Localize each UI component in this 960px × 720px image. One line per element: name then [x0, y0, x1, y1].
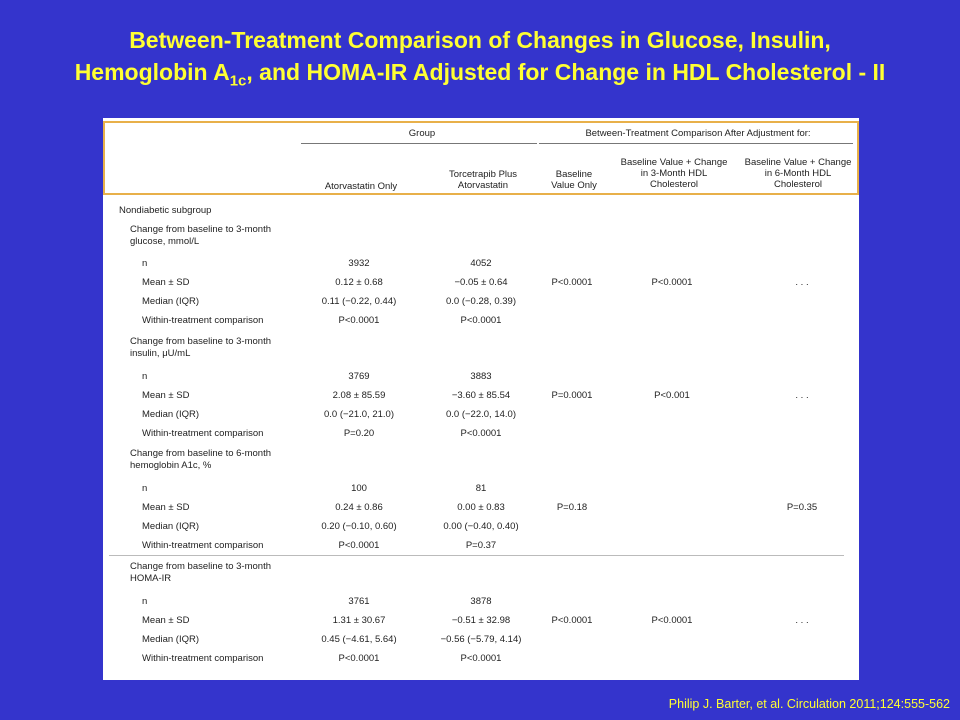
cell-atorvastatin: 3932 — [348, 258, 370, 269]
cell-p-3month: P<0.0001 — [651, 615, 693, 626]
cell-atorvastatin: P<0.0001 — [338, 315, 380, 326]
header-col-baseline — [539, 169, 609, 191]
header-col-3month-line3: Cholesterol — [649, 179, 699, 190]
header-between: Between-Treatment Comparison After Adjustment for: — [585, 128, 811, 139]
cell-atorvastatin: 3769 — [348, 371, 370, 382]
title-line-2-post: , and HOMA-IR Adjusted for Change in HDL Cholesterol - II — [246, 59, 886, 85]
cell-torcetrapib: P<0.0001 — [460, 428, 502, 439]
cell-torcetrapib: −0.56 (−5.79, 4.14) — [440, 634, 522, 645]
cell-torcetrapib: P<0.0001 — [460, 653, 502, 664]
results-table — [103, 118, 859, 680]
cell-torcetrapib: 3878 — [470, 596, 492, 607]
header-between-rule — [539, 143, 853, 144]
section-label-1: Change from baseline to 3-month — [130, 224, 271, 235]
header-col-3month — [619, 157, 729, 190]
cell-torcetrapib: 4052 — [470, 258, 492, 269]
section-label-2: insulin, μU/mL — [130, 348, 191, 359]
cell-p-3month: P<0.0001 — [651, 277, 693, 288]
cell-torcetrapib: 3883 — [470, 371, 492, 382]
section-label-1: Change from baseline to 6-month — [130, 448, 271, 459]
row-label-n: n — [142, 596, 148, 607]
cell-torcetrapib: P<0.0001 — [460, 315, 502, 326]
header-col-torcetrapib-line2: Atorvastatin — [457, 180, 509, 191]
table-header — [103, 121, 859, 195]
cell-torcetrapib: −0.51 ± 32.98 — [451, 615, 511, 626]
header-col-torcetrapib — [423, 169, 543, 191]
row-label-median: Median (IQR) — [142, 409, 200, 420]
section-label-1: Change from baseline to 3-month — [130, 336, 271, 347]
header-col-3month-line1: Baseline Value + Change — [620, 157, 728, 168]
cell-torcetrapib: 81 — [475, 483, 487, 494]
section-label-1: Change from baseline to 3-month — [130, 561, 271, 572]
row-label-n: n — [142, 258, 148, 269]
cell-atorvastatin: 0.12 ± 0.68 — [335, 277, 383, 288]
row-label-n: n — [142, 483, 148, 494]
header-col-6month-line1: Baseline Value + Change — [744, 157, 852, 168]
header-col-atorvastatin: Atorvastatin Only — [324, 181, 398, 192]
title-line-2-sub: 1c — [229, 72, 247, 90]
cell-torcetrapib: −3.60 ± 85.54 — [451, 390, 511, 401]
cell-atorvastatin: 0.24 ± 0.86 — [335, 502, 383, 513]
cell-torcetrapib: 0.00 ± 0.83 — [457, 502, 505, 513]
header-col-torcetrapib-line1: Torcetrapib Plus — [448, 169, 518, 180]
cell-torcetrapib: P=0.37 — [465, 540, 497, 551]
section-label-2: hemoglobin A1c, % — [130, 460, 212, 471]
row-label-within: Within-treatment comparison — [142, 315, 264, 326]
cell-atorvastatin: 3761 — [348, 596, 370, 607]
header-col-3month-line2: in 3-Month HDL — [640, 168, 708, 179]
row-label-within: Within-treatment comparison — [142, 540, 264, 551]
section-label-2: HOMA-IR — [130, 573, 172, 584]
row-label-median: Median (IQR) — [142, 296, 200, 307]
title-line-1: Between-Treatment Comparison of Changes in Glucose, Insulin, — [129, 27, 831, 53]
header-col-baseline-line2: Value Only — [551, 180, 597, 191]
cell-atorvastatin: 100 — [351, 483, 367, 494]
subgroup-label: Nondiabetic subgroup — [119, 205, 212, 216]
cell-torcetrapib: 0.00 (−0.40, 0.40) — [443, 521, 519, 532]
cell-p-baseline: P<0.0001 — [551, 277, 593, 288]
cell-p-6month: . . . — [795, 277, 809, 288]
cell-atorvastatin: P<0.0001 — [338, 653, 380, 664]
slide-title — [0, 24, 960, 98]
row-label-mean: Mean ± SD — [142, 615, 190, 626]
cell-atorvastatin: 0.0 (−21.0, 21.0) — [324, 409, 394, 420]
cell-p-3month: P<0.001 — [654, 390, 690, 401]
title-line-2-pre: Hemoglobin A — [74, 59, 230, 85]
section-label-2: glucose, mmol/L — [130, 236, 200, 247]
cell-atorvastatin: 0.11 (−0.22, 0.44) — [321, 296, 397, 307]
cell-atorvastatin: 1.31 ± 30.67 — [332, 615, 386, 626]
cell-atorvastatin: 2.08 ± 85.59 — [332, 390, 386, 401]
cell-torcetrapib: 0.0 (−22.0, 14.0) — [446, 409, 516, 420]
row-label-n: n — [142, 371, 148, 382]
cell-atorvastatin: P<0.0001 — [338, 540, 380, 551]
citation: Philip J. Barter, et al. Circulation 2011;124:555-562 — [668, 697, 950, 711]
cell-atorvastatin: P=0.20 — [343, 428, 375, 439]
cell-p-6month: P=0.35 — [786, 502, 818, 513]
row-label-median: Median (IQR) — [142, 521, 200, 532]
cell-atorvastatin: 0.45 (−4.61, 5.64) — [321, 634, 397, 645]
header-col-6month-line3: Cholesterol — [773, 179, 823, 190]
cell-p-baseline: P=0.0001 — [551, 390, 593, 401]
row-label-median: Median (IQR) — [142, 634, 200, 645]
header-group-rule — [301, 143, 537, 144]
cell-atorvastatin: 0.20 (−0.10, 0.60) — [321, 521, 397, 532]
cell-p-baseline: P=0.18 — [556, 502, 588, 513]
section-divider — [109, 555, 844, 556]
cell-p-baseline: P<0.0001 — [551, 615, 593, 626]
cell-p-6month: . . . — [795, 390, 809, 401]
cell-torcetrapib: 0.0 (−0.28, 0.39) — [446, 296, 516, 307]
row-label-mean: Mean ± SD — [142, 502, 190, 513]
header-col-6month — [735, 157, 859, 190]
header-group: Group — [408, 128, 436, 139]
row-label-mean: Mean ± SD — [142, 277, 190, 288]
row-label-mean: Mean ± SD — [142, 390, 190, 401]
title-line-2 — [0, 56, 960, 98]
row-label-within: Within-treatment comparison — [142, 428, 264, 439]
row-label-within: Within-treatment comparison — [142, 653, 264, 664]
cell-p-6month: . . . — [795, 615, 809, 626]
header-col-6month-line2: in 6-Month HDL — [764, 168, 832, 179]
header-col-baseline-line1: Baseline — [555, 169, 593, 180]
cell-torcetrapib: −0.05 ± 0.64 — [454, 277, 508, 288]
